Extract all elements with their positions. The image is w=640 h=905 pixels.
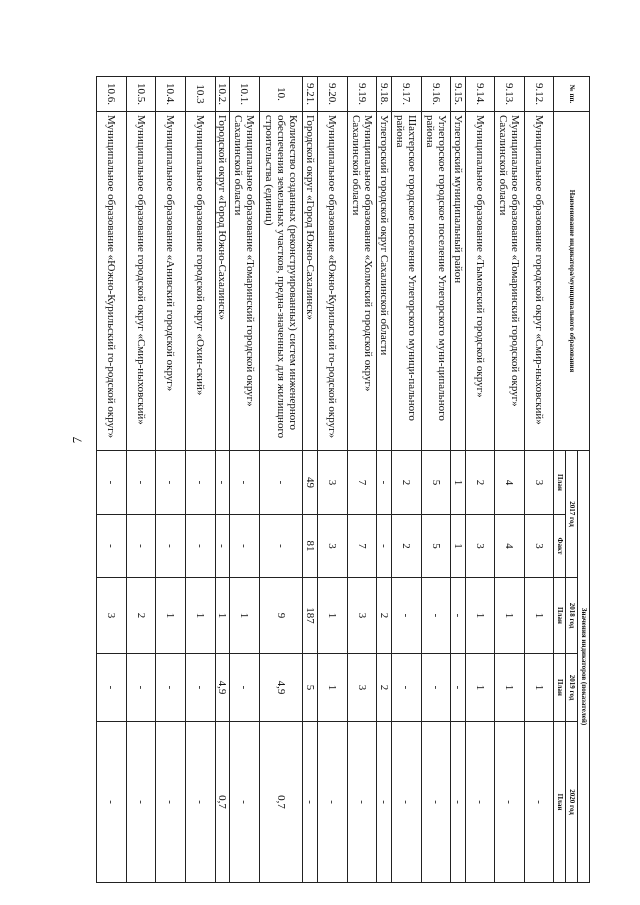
table-row [377,77,392,883]
row-name: Углегорский городской округ Сахалинской области [377,112,392,451]
fact-2017: 2 [392,515,422,578]
fact-2017: - [127,515,156,578]
plan-2018: 187 [303,578,318,654]
plan-2019: 4,9 [216,654,230,722]
plan-2017: 7 [348,451,377,515]
row-name: Муниципальное образование «Томаринский городской округ» Сахалинской области [230,112,260,451]
table-row [260,77,303,883]
plan-2017: 5 [422,451,451,515]
plan-2020: - [392,722,422,883]
plan-2018: 1 [495,578,525,654]
row-name: Муниципальное образование «Южно-Курильский го-родской округ» [97,112,127,451]
plan-2017: - [127,451,156,515]
row-number: 9.15. [451,77,466,112]
plan-2020: - [303,722,318,883]
row-name: Муниципальное образование городской округ «Смир-ныховский» [525,112,554,451]
plan-2019: - [156,654,186,722]
plan-2020: - [318,722,348,883]
plan-2018: 3 [97,578,127,654]
plan-2018: 2 [377,578,392,654]
plan-2020: - [156,722,186,883]
plan-2019: - [127,654,156,722]
plan-2019: 1 [318,654,348,722]
table-row [186,77,216,883]
table-row [451,77,466,883]
table-row [422,77,451,883]
row-number: 9.20. [318,77,348,112]
fact-2017: 5 [422,515,451,578]
plan-2019: 3 [348,654,377,722]
plan-2019: 1 [495,654,525,722]
row-number: 9.21. [303,77,318,112]
plan-2018: 1 [156,578,186,654]
table-row [216,77,230,883]
plan-2017: 2 [392,451,422,515]
plan-2019: - [451,654,466,722]
fact-2017: - [377,515,392,578]
row-name: Городской округ «Город Южно-Сахалинск» [216,112,230,451]
table-row [318,77,348,883]
plan-2019: - [97,654,127,722]
header-fact-2017: Факт [554,515,566,578]
header-year-2020: 2020 год [566,722,578,883]
plan-2019: - [422,654,451,722]
plan-2018: 1 [466,578,495,654]
row-name: Углегорский муниципальный район [451,112,466,451]
row-name: Муниципальное образование «Южно-Курильский го-родской округ» [318,112,348,451]
plan-2019: 4,9 [260,654,303,722]
header-col-name: Наименование индикатора/муниципального образования [554,112,590,451]
table-row [495,77,525,883]
header-plan-2020: План [554,722,566,883]
fact-2017: - [260,515,303,578]
row-name: Муниципальное образование «Анивский городской округ» [156,112,186,451]
row-number: 10.2. [216,77,230,112]
plan-2018: 2 [127,578,156,654]
row-name: Шахтерское городское поселение Углегорского муници-пального района [392,112,422,451]
plan-2017: - [216,451,230,515]
header-year-2018: 2018 год [566,578,578,654]
plan-2019: - [392,654,422,722]
plan-2017: 49 [303,451,318,515]
row-number: 9.13. [495,77,525,112]
row-name: Углегорское городское поселение Углегорского муни-ципального района [422,112,451,451]
fact-2017: 3 [466,515,495,578]
plan-2019: 5 [303,654,318,722]
row-number: 9.17. [392,77,422,112]
row-number: 10.5. [127,77,156,112]
plan-2017: 2 [466,451,495,515]
plan-2019: - [186,654,216,722]
row-name: Муниципальное образование городской округ «Охин-ский» [186,112,216,451]
fact-2017: - [230,515,260,578]
header-plan-2019: План [554,654,566,722]
plan-2020: - [97,722,127,883]
table-row [525,77,554,883]
header-col-num: № пп. [554,77,590,112]
header-values-group: Значения индикаторов (показателей) [578,451,590,883]
row-number: 9.12. [525,77,554,112]
plan-2017: 4 [495,451,525,515]
header-year-2019: 2019 год [566,654,578,722]
header-year-2017: 2017 год [566,451,578,578]
plan-2020: - [525,722,554,883]
row-number: 10. [260,77,303,112]
plan-2020: - [495,722,525,883]
table-header [554,77,590,883]
plan-2017: - [186,451,216,515]
row-number: 10.4. [156,77,186,112]
plan-2020: - [127,722,156,883]
row-name: Городской округ «Город Южно-Сахалинск» [303,112,318,451]
plan-2018: 1 [230,578,260,654]
row-number: 10.1. [230,77,260,112]
page-number: 7 [69,436,84,444]
table-row [156,77,186,883]
plan-2020: - [422,722,451,883]
row-number: 9.14. [466,77,495,112]
table-row [392,77,422,883]
fact-2017: 81 [303,515,318,578]
plan-2017: 3 [525,451,554,515]
fact-2017: 3 [525,515,554,578]
table-row [303,77,318,883]
plan-2020: 0,7 [216,722,230,883]
row-number: 9.19. [348,77,377,112]
plan-2017: - [230,451,260,515]
row-number: 9.16. [422,77,451,112]
row-name: Муниципальное образование «Томаринский городской округ» Сахалинской области [495,112,525,451]
plan-2018: 1 [525,578,554,654]
row-name: Муниципальное образование «Холмский городской округ» Сахалинской области [348,112,377,451]
plan-2019: - [230,654,260,722]
plan-2018: - [451,578,466,654]
fact-2017: 3 [318,515,348,578]
fact-2017: - [156,515,186,578]
plan-2020: - [230,722,260,883]
plan-2017: - [260,451,303,515]
plan-2020: - [466,722,495,883]
plan-2020: - [377,722,392,883]
plan-2018: 9 [260,578,303,654]
plan-2017: - [377,451,392,515]
plan-2018: 1 [318,578,348,654]
table-row [348,77,377,883]
plan-2020: - [451,722,466,883]
plan-2018: 1 [216,578,230,654]
fact-2017: - [97,515,127,578]
plan-2017: - [97,451,127,515]
row-number: 9.18. [377,77,392,112]
row-number: 10.6. [97,77,127,112]
fact-2017: - [186,515,216,578]
plan-2019: 1 [525,654,554,722]
table-row [97,77,127,883]
plan-2020: 0,7 [260,722,303,883]
plan-2017: - [156,451,186,515]
fact-2017: 1 [451,515,466,578]
plan-2018: 1 [186,578,216,654]
indicators-table [96,76,590,883]
plan-2019: 1 [466,654,495,722]
header-plan-2018: План [554,578,566,654]
fact-2017: 4 [495,515,525,578]
plan-2020: - [348,722,377,883]
plan-2018: 3 [348,578,377,654]
plan-2019: 2 [377,654,392,722]
row-name: Количество созданных (реконструированных) систем инженерного обеспечения земельных участков, предна-значенных для жилищного строительства (единиц) [260,112,303,451]
fact-2017: - [216,515,230,578]
plan-2020: - [186,722,216,883]
table-row [127,77,156,883]
plan-2017: 3 [318,451,348,515]
row-name: Муниципальное образование городской округ «Смир-ныховский» [127,112,156,451]
row-name: Муниципальное образование «Тымовский городской округ» [466,112,495,451]
plan-2017: 1 [451,451,466,515]
row-number: 10.3 [186,77,216,112]
rotated-table-wrapper [105,76,590,882]
plan-2018: - [422,578,451,654]
header-plan-2017: План [554,451,566,515]
table-row [466,77,495,883]
plan-2018: - [392,578,422,654]
fact-2017: 7 [348,515,377,578]
table-row [230,77,260,883]
table-body [97,77,554,883]
